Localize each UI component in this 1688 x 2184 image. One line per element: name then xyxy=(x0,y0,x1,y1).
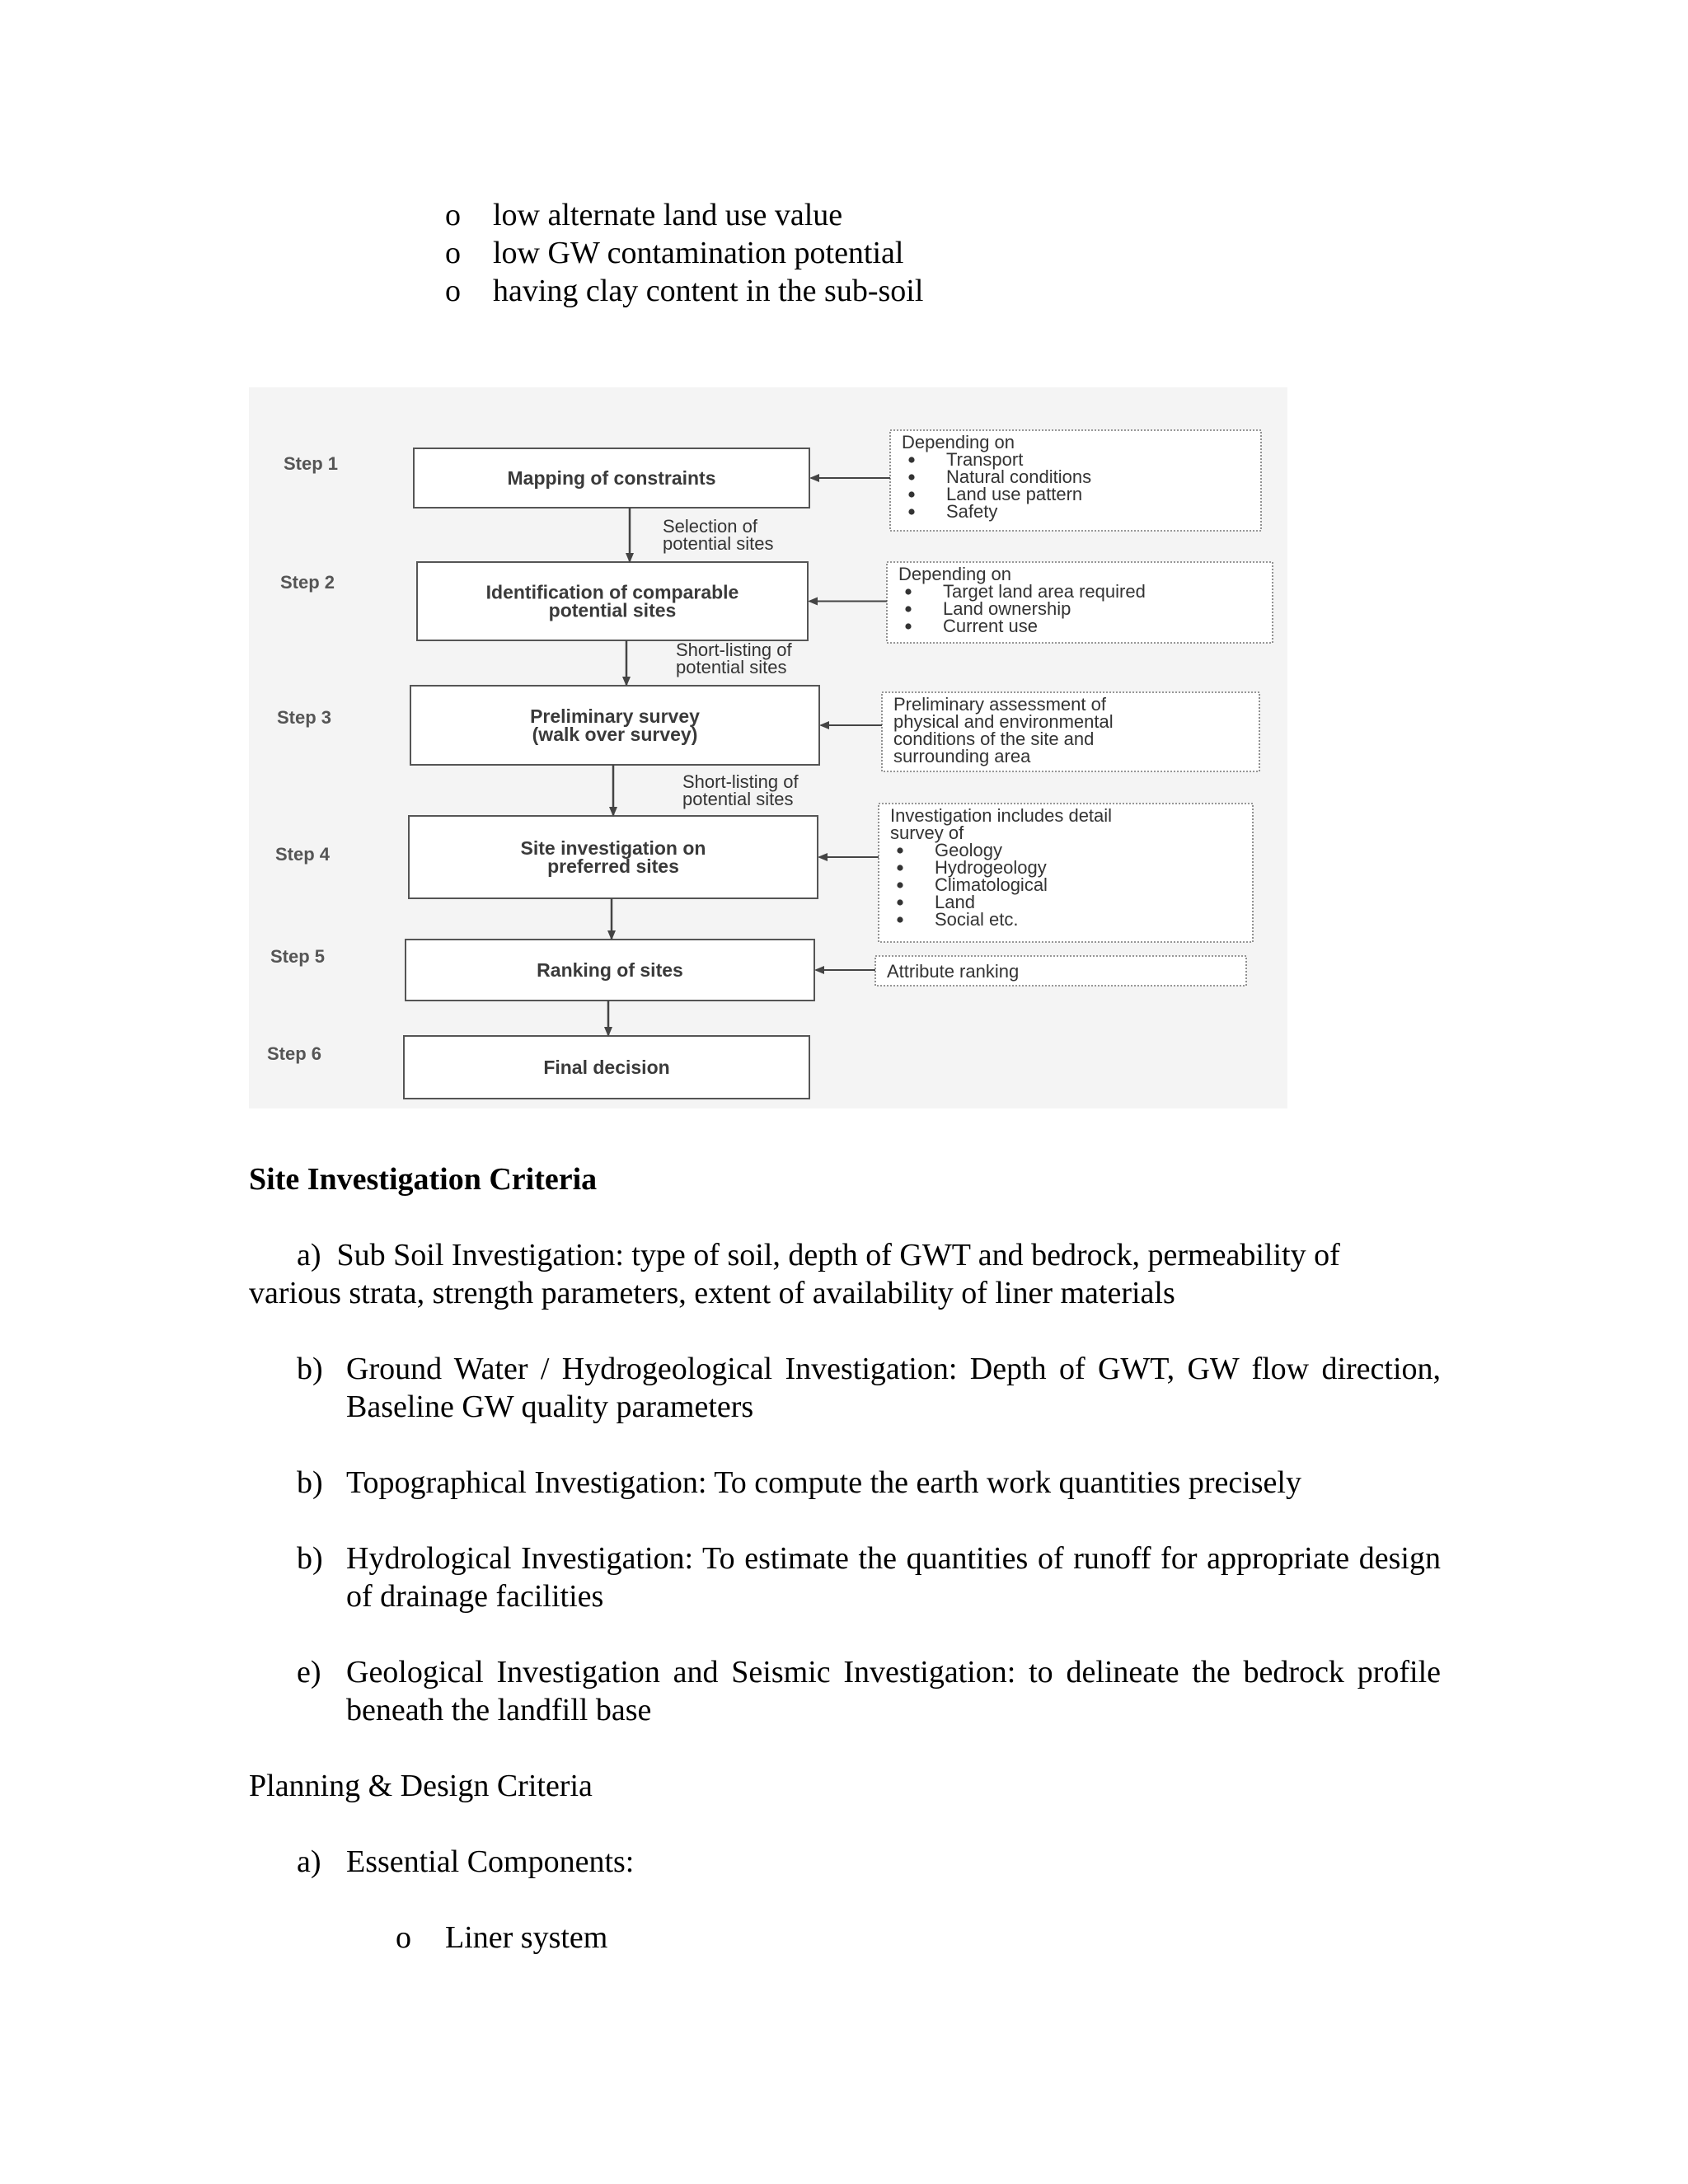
item-text: Geological Investigation and Seismic Investigation: to delineate the bedrock profile beneath the landfill base xyxy=(346,1655,1441,1727)
transition-label: Short-listing of xyxy=(676,640,792,660)
bullet-dot xyxy=(905,606,911,612)
list-item xyxy=(445,234,923,272)
process-box-text: Identification of comparable xyxy=(485,581,739,603)
criteria-item xyxy=(297,1350,1441,1426)
bullet-text: having clay content in the sub-soil xyxy=(493,274,924,308)
criteria-item xyxy=(297,1464,1441,1502)
side-note-text: survey of xyxy=(890,823,964,843)
side-note-bullet: Social etc. xyxy=(935,909,1019,930)
bullet-dot xyxy=(897,899,903,905)
bullet-text: low GW contamination potential xyxy=(493,236,904,270)
transition-label: potential sites xyxy=(663,533,774,554)
step-label: Step 1 xyxy=(284,453,339,474)
item-text-line1: Sub Soil Investigation: type of soil, depth of GWT and bedrock, permeability of xyxy=(336,1238,1340,1272)
step-label: Step 5 xyxy=(270,946,326,967)
bullet-dot xyxy=(897,882,903,888)
item-label: b) xyxy=(297,1352,323,1386)
item-text-line2: various strata, strength parameters, extent of availability of liner materials xyxy=(249,1276,1175,1310)
side-note-bullet: Natural conditions xyxy=(946,466,1092,487)
side-note-bullet: Target land area required xyxy=(943,581,1146,602)
side-note-text: conditions of the site and xyxy=(893,729,1095,749)
transition-label: potential sites xyxy=(682,789,794,809)
bullet-dot xyxy=(908,509,914,514)
bullet-marker: o xyxy=(396,1920,411,1955)
side-note-text: Preliminary assessment of xyxy=(893,694,1106,715)
process-box-text: Preliminary survey xyxy=(530,705,700,727)
site-selection-flowchart xyxy=(249,387,1287,1108)
bullet-dot xyxy=(908,491,914,497)
criteria-item-a xyxy=(249,1236,1441,1312)
process-box-text: Mapping of constraints xyxy=(507,467,716,489)
transition-label: potential sites xyxy=(676,657,787,677)
item-label: a) xyxy=(297,1238,321,1272)
process-box-text: potential sites xyxy=(548,599,677,621)
criteria-item xyxy=(297,1540,1441,1615)
item-text: Topographical Investigation: To compute the earth work quantities precisely xyxy=(346,1465,1301,1500)
bullet-dot xyxy=(897,847,903,853)
criteria-item xyxy=(297,1653,1441,1729)
process-box-text: Ranking of sites xyxy=(537,959,683,981)
side-note-bullet: Current use xyxy=(943,616,1038,636)
item-text: Hydrological Investigation: To estimate the quantities of runoff for appropriate design of drainage facilities xyxy=(346,1541,1441,1614)
planning-heading: Planning & Design Criteria xyxy=(249,1769,593,1803)
item-label: b) xyxy=(297,1541,323,1576)
item-label: e) xyxy=(297,1655,321,1690)
side-note-bullet: Hydrogeology xyxy=(935,857,1047,878)
bullet-text: low alternate land use value xyxy=(493,198,843,232)
list-item xyxy=(445,196,923,234)
bullet-dot xyxy=(908,474,914,480)
bullet-marker: o xyxy=(445,198,461,232)
side-note-bullet: Climatological xyxy=(935,874,1048,895)
side-note-text: Depending on xyxy=(898,564,1012,584)
process-box-text: preferred sites xyxy=(547,855,679,877)
site-investigation-heading: Site Investigation Criteria xyxy=(249,1162,598,1197)
bullet-marker: o xyxy=(445,274,461,308)
bullet-dot xyxy=(908,457,914,462)
bullet-dot xyxy=(897,865,903,870)
transition-label: Selection of xyxy=(663,516,757,537)
side-note-bullet: Transport xyxy=(946,449,1024,470)
side-note-text: Investigation includes detail xyxy=(890,805,1113,826)
step-label: Step 4 xyxy=(275,844,331,865)
side-note-text: Depending on xyxy=(902,432,1015,452)
top-bullet-list xyxy=(445,196,923,310)
side-note-text: Attribute ranking xyxy=(887,961,1020,982)
step-label: Step 6 xyxy=(267,1043,322,1064)
side-note-text: surrounding area xyxy=(893,746,1031,766)
item-text: Ground Water / Hydrogeological Investigation: Depth of GWT, GW flow direction, Baseline GW quality parameters xyxy=(346,1352,1441,1424)
bullet-marker: o xyxy=(445,236,461,270)
planning-sub-bullet xyxy=(396,1919,607,1957)
planning-item xyxy=(297,1843,634,1881)
bullet-dot xyxy=(897,916,903,922)
transition-label: Short-listing of xyxy=(682,771,799,792)
side-note-bullet: Land xyxy=(935,892,975,912)
bullet-dot xyxy=(905,588,911,594)
step-label: Step 3 xyxy=(277,707,332,728)
item-text: Essential Components: xyxy=(346,1844,635,1879)
process-box-text: (walk over survey) xyxy=(532,724,698,745)
bullet-text: Liner system xyxy=(445,1920,608,1955)
process-box-text: Final decision xyxy=(543,1057,670,1078)
side-note-bullet: Land ownership xyxy=(943,598,1071,619)
process-box-text: Site investigation on xyxy=(520,837,706,859)
step-label: Step 2 xyxy=(280,572,335,593)
side-note-bullet: Safety xyxy=(946,501,998,522)
item-label: b) xyxy=(297,1465,323,1500)
side-note-text: physical and environmental xyxy=(893,711,1114,732)
bullet-dot xyxy=(905,623,911,629)
side-note-bullet: Land use pattern xyxy=(946,484,1083,504)
item-label: a) xyxy=(297,1844,321,1879)
side-note-bullet: Geology xyxy=(935,840,1002,860)
list-item xyxy=(445,272,923,310)
